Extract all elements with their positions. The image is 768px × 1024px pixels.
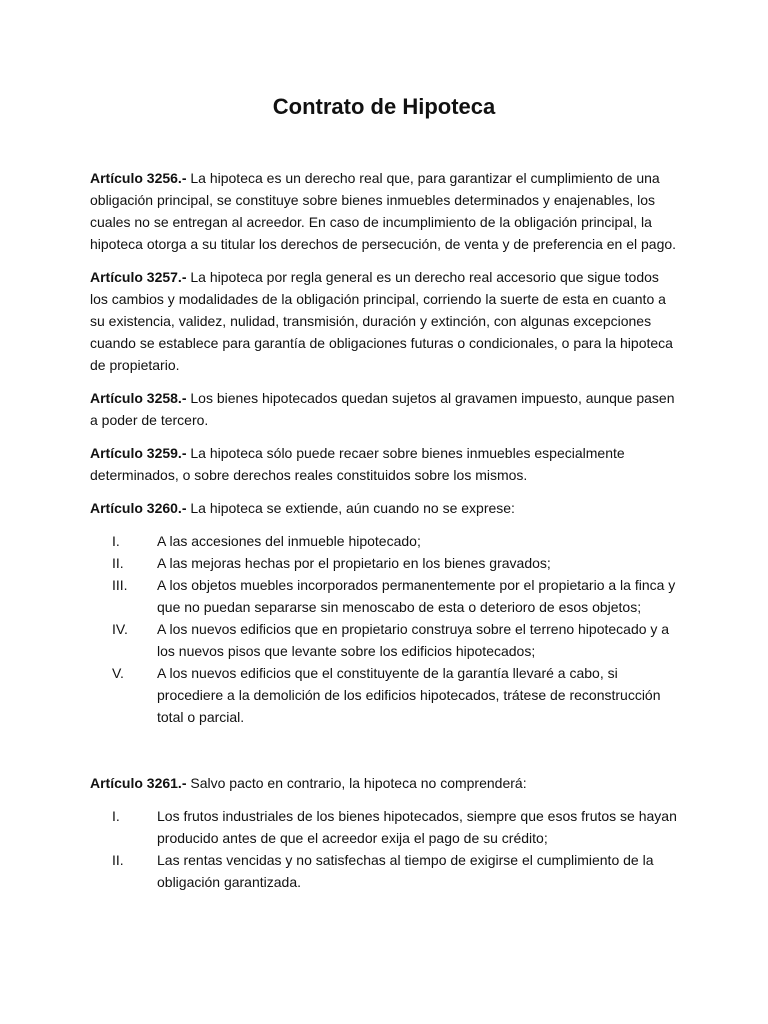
article-3260-list <box>90 530 680 728</box>
list-item <box>90 574 680 618</box>
list-numeral: I. <box>112 533 120 549</box>
list-item <box>90 618 680 662</box>
list-item-text: A las mejoras hechas por el propietario en los bienes gravados; <box>157 555 551 571</box>
list-item <box>90 662 680 728</box>
document-title: Contrato de Hipoteca <box>272 94 496 119</box>
article-3257 <box>90 266 680 376</box>
article-label: Artículo 3257.- <box>90 269 187 285</box>
article-3259 <box>90 442 680 486</box>
list-item-text: A los nuevos edificios que el constituyente de la garantía llevaré a cabo, si procediere a la demolición de los edificios hipotecados, trátese de reconstrucción total o parcial. <box>157 665 661 725</box>
document-body <box>90 167 680 904</box>
list-numeral: IV. <box>112 621 128 637</box>
article-3261-list <box>90 805 680 893</box>
list-numeral: II. <box>112 555 124 571</box>
article-text: La hipoteca es un derecho real que, para garantizar el cumplimiento de una obligación principal, se constituye sobre bienes inmuebles determinados y enajenables, los cuales no se entregan al acreedor. En caso de incumplimiento de la obligación principal, la hipoteca otorga a su titular los derechos de persecución, de venta y de preferencia en el pago. <box>90 170 677 252</box>
article-3258 <box>90 387 680 431</box>
article-label: Artículo 3261.- <box>90 775 187 791</box>
article-label: Artículo 3258.- <box>90 390 187 406</box>
article-3260 <box>90 497 680 519</box>
list-numeral: II. <box>112 852 124 868</box>
list-item <box>90 849 680 893</box>
list-item-text: A los objetos muebles incorporados permanentemente por el propietario a la finca y que no puedan separarse sin menoscabo de esta o deterioro de esos objetos; <box>157 577 676 615</box>
article-3261 <box>90 772 680 794</box>
article-text: La hipoteca sólo puede recaer sobre bienes inmuebles especialmente determinados, o sobre derechos reales constituidos sobre los mismos. <box>90 445 625 483</box>
article-text: Salvo pacto en contrario, la hipoteca no comprenderá: <box>186 775 527 791</box>
list-numeral: I. <box>112 808 120 824</box>
list-item <box>90 530 680 552</box>
article-label: Artículo 3260.- <box>90 500 187 516</box>
list-item-text: Las rentas vencidas y no satisfechas al tiempo de exigirse el cumplimiento de la obligación garantizada. <box>157 852 654 890</box>
list-item <box>90 552 680 574</box>
list-numeral: III. <box>112 577 128 593</box>
article-text: La hipoteca por regla general es un derecho real accesorio que sigue todos los cambios y modalidades de la obligación principal, corriendo la suerte de esta en cuanto a su existencia, validez, nulidad, transmisión, duración y extinción, con algunas excepciones cuando se establece para garantía de obligaciones futuras o condicionales, o para la hipoteca de propietario. <box>90 269 673 373</box>
list-numeral: V. <box>112 665 124 681</box>
article-text: Los bienes hipotecados quedan sujetos al gravamen impuesto, aunque pasen a poder de tercero. <box>90 390 675 428</box>
list-item <box>90 805 680 849</box>
article-3256 <box>90 167 680 255</box>
list-item-text: Los frutos industriales de los bienes hipotecados, siempre que esos frutos se hayan producido antes de que el acreedor exija el pago de su crédito; <box>157 808 677 846</box>
section-spacer <box>90 739 680 772</box>
article-label: Artículo 3259.- <box>90 445 187 461</box>
article-label: Artículo 3256.- <box>90 170 187 186</box>
list-item-text: A las accesiones del inmueble hipotecado; <box>157 533 421 549</box>
article-text: La hipoteca se extiende, aún cuando no se exprese: <box>186 500 515 516</box>
list-item-text: A los nuevos edificios que en propietario construya sobre el terreno hipotecado y a los nuevos pisos que levante sobre los edificios hipotecados; <box>157 621 670 659</box>
